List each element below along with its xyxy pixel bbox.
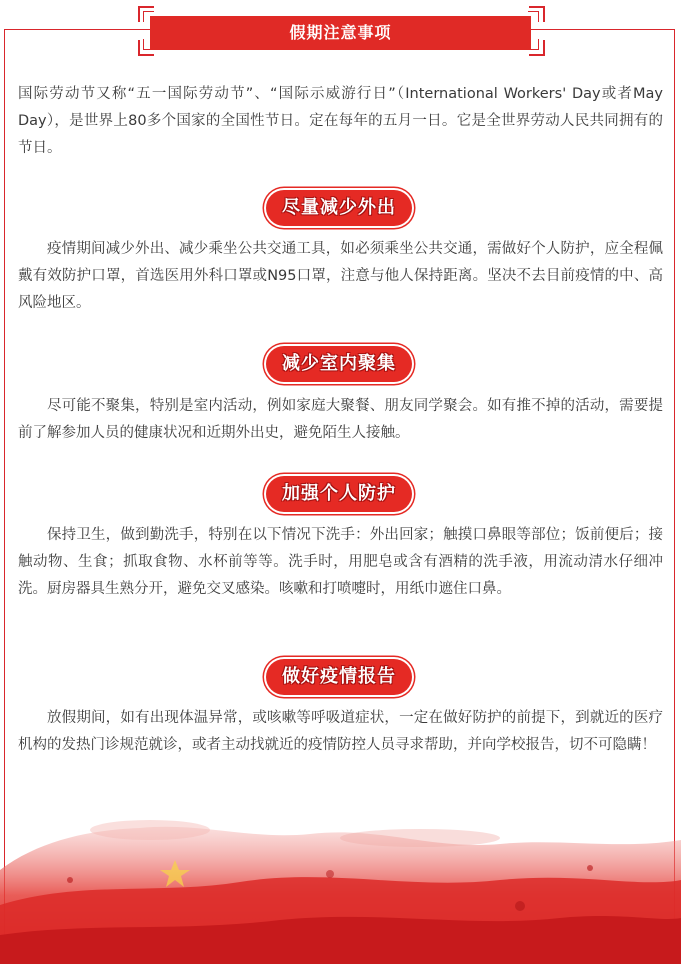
section-body-avoid-gathering: 尽可能不聚集，特别是室内活动，例如家庭大聚餐、朋友同学聚会。如有推不掉的活动，需要提前了解参加人员的健康状况和近期外出史，避免陌生人接触。 (18, 398, 663, 441)
section-heading-label: 做好疫情报告 (282, 666, 396, 687)
section-heading-avoid-gathering (266, 346, 412, 382)
section-body-go-out-less: 疫情期间减少外出、减少乘坐公共交通工具，如必须乘坐公共交通，需做好个人防护，应全程佩戴有效防护口罩，首选医用外科口罩或N95口罩，注意与他人保持距离。坚决不去目前疫情的中、高风险地区。 (18, 241, 663, 311)
red-brush-decoration (0, 810, 681, 964)
page-title: 假期注意事项 (289, 23, 392, 42)
section-heading-label: 加强个人防护 (282, 483, 396, 504)
section-heading-personal-protection (266, 476, 412, 512)
intro-paragraph: 国际劳动节又称“五一国际劳动节”、“国际示威游行日”（International Workers' Day或者May Day），是世界上80多个国家的全国性节日。定在每年的五月一日。它是全世界劳动人民共同拥有的节日。 (18, 86, 663, 156)
title-banner (150, 16, 531, 50)
section-body-report-epidemic: 放假期间，如有出现体温异常，或咳嗽等呼吸道症状，一定在做好防护的前提下，到就近的医疗机构的发热门诊规范就诊，或者主动找就近的疫情防控人员寻求帮助，并向学校报告，切不可隐瞒！ (18, 710, 663, 753)
section-heading-go-out-less (266, 190, 412, 226)
section-heading-label: 减少室内聚集 (282, 353, 396, 374)
section-heading-report-epidemic (266, 659, 412, 695)
section-heading-label: 尽量减少外出 (282, 197, 396, 218)
section-body-personal-protection: 保持卫生，做到勤洗手，特别在以下情况下洗手：外出回家；触摸口鼻眼等部位；饭前便后；接触动物、生食；抓取食物、水杯前等等。洗手时，用肥皂或含有酒精的洗手液，用流动清水仔细冲洗。厨房器具生熟分开，避免交叉感染。咳嗽和打喷嚏时，用纸巾遮住口鼻。 (18, 527, 663, 597)
